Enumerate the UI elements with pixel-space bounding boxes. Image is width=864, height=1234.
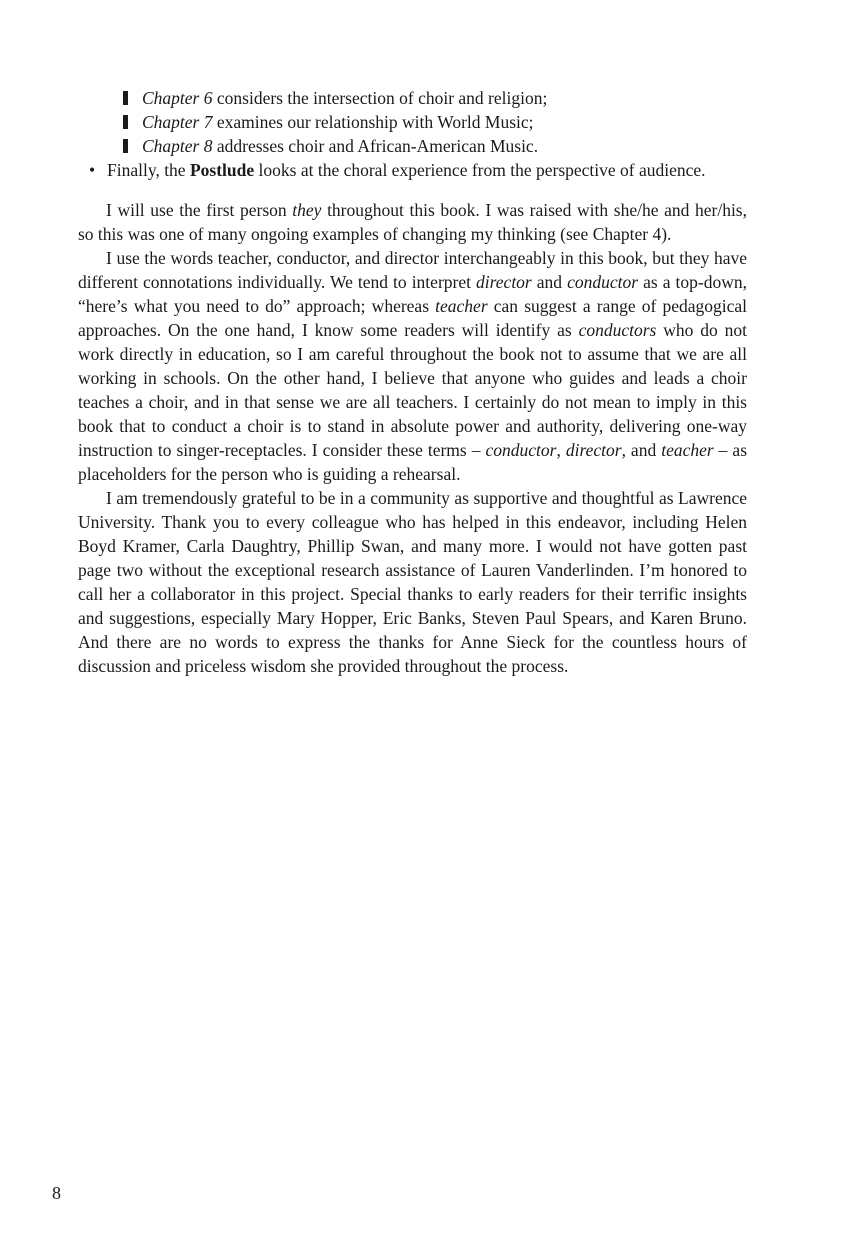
bullet-text: Chapter 7 examines our relationship with World Music; (142, 112, 534, 132)
paragraph: I am tremendously grateful to be in a community as supportive and thoughtful as Lawrence University. Thank you to every colleague who has helped in this endeavor, including Helen Boyd Kramer, Carla Daughtry, Phillip Swan, and many more. I would not have gotten past page two without the exceptional research assistance of Lauren Vanderlinden. I’m honored to call her a collaborator in this project. Special thanks to early readers for their terrific insights and suggestions, especially Mary Hopper, Eric Banks, Steven Paul Spears, and Karen Bruno. And there are no words to express the thanks for Anne Sieck for the countless hours of discussion and priceless wisdom she provided throughout the process. (78, 488, 747, 676)
paragraph: I use the words teacher, conductor, and director interchangeably in this book, but they have different connotations individually. We tend to interpret director and conductor as a top-down, “here’s what you need to do” approach; whereas teacher can suggest a range of pedagogical approaches. On the one hand, I know some readers will identify as conductors who do not work directly in education, so I am careful throughout the book not to assume that we are all working in schools. On the other hand, I believe that anyone who guides and leads a choir teaches a choir, and in that sense we are all teachers. I certainly do not mean to imply in this book that to conduct a choir is to stand in absolute power and authority, delivering one-way instruction to singer-receptacles. I consider these terms – conductor, director, and teacher – as placeholders for the person who is guiding a rehearsal. (78, 248, 748, 484)
list-item (78, 86, 747, 110)
bullet-text: Chapter 6 considers the intersection of choir and religion; (142, 88, 548, 108)
list-item (78, 110, 747, 134)
vertical-bar-bullet-icon (123, 91, 128, 105)
vertical-bar-bullet-icon (123, 115, 128, 129)
chapter-bullet-list (78, 86, 747, 158)
bullet-text: Chapter 8 addresses choir and African-American Music. (142, 136, 539, 156)
vertical-bar-bullet-icon (123, 139, 128, 153)
text-block (78, 86, 747, 678)
list-item (78, 134, 747, 158)
dot-bullet-icon: • (89, 160, 96, 180)
bullet-text: Finally, the Postlude looks at the choral experience from the perspective of audience. (107, 160, 706, 180)
paragraph: I will use the first person they throughout this book. I was raised with she/he and her/his, so this was one of many ongoing examples of changing my thinking (see Chapter 4). (78, 200, 747, 244)
list-item (78, 158, 747, 182)
page-number: 8 (52, 1183, 61, 1203)
